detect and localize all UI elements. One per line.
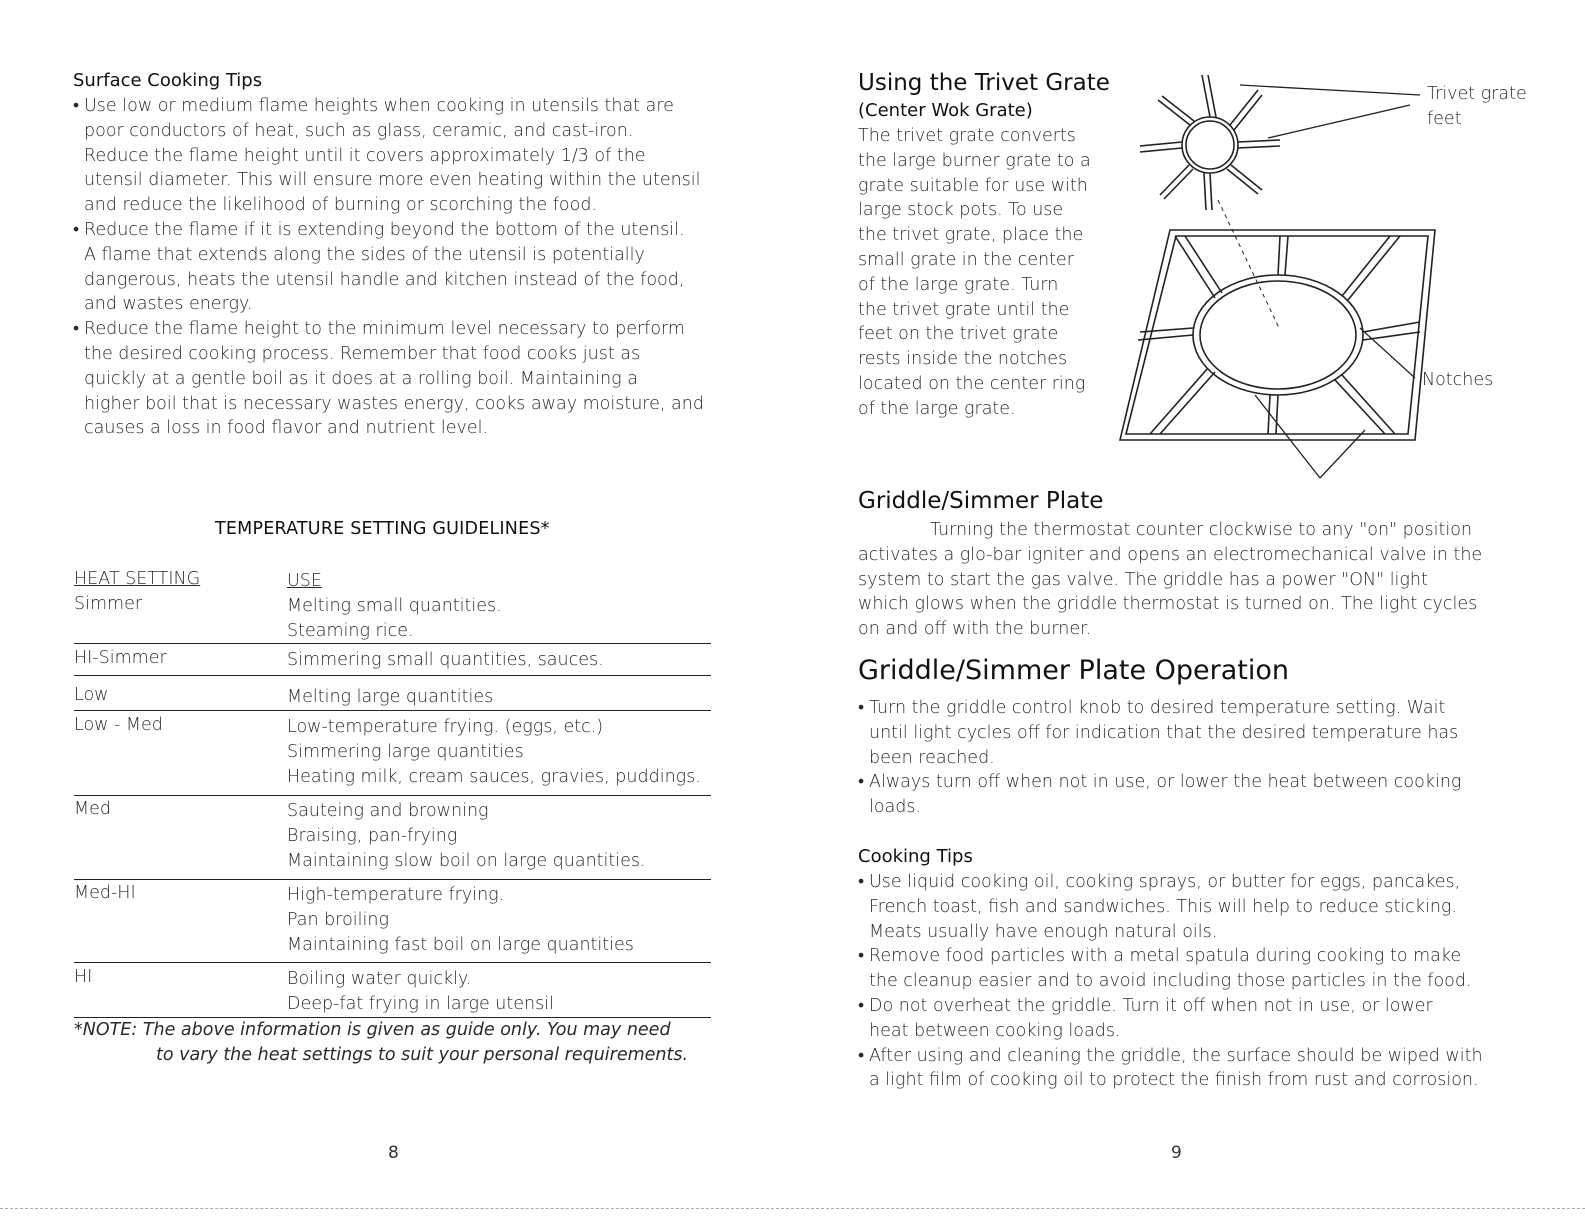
trivet-grate-illustration xyxy=(1120,75,1435,440)
use-cell xyxy=(287,715,701,789)
cooking-tip-line: Remove food particles with a metal spatula during cooking to make xyxy=(869,946,1462,967)
operation-line: loads. xyxy=(869,797,922,818)
column-header-heat-setting: HEAT SETTING xyxy=(74,569,201,589)
use-line: Melting small quantities. xyxy=(287,596,502,616)
use-line: Maintaining fast boil on large quantities xyxy=(287,934,634,955)
use-line: Heating milk, cream sauces, gravies, puddings. xyxy=(287,766,701,787)
trivet-subtitle: (Center Wok Grate) xyxy=(858,100,1033,121)
heat-setting-cell: Low xyxy=(74,685,109,705)
page-right xyxy=(790,0,1585,1225)
cooking-tip-line: Do not overheat the griddle. Turn it off when not in use, or lower xyxy=(869,995,1433,1016)
trivet-line: the trivet grate, place the xyxy=(858,225,1084,246)
bullet-icon: • xyxy=(73,219,80,240)
cooking-tip-line: Meats usually have enough natural oils. xyxy=(869,921,1218,942)
griddle-line: Turning the thermostat counter clockwise to any "on" position xyxy=(930,520,1472,540)
row-divider xyxy=(74,643,711,644)
cooking-tips-list xyxy=(858,870,1573,1093)
bullet-icon: • xyxy=(858,1045,865,1066)
tip-line: Reduce the flame height to the minimum level necessary to perform xyxy=(84,319,685,340)
trivet-line: grate suitable for use with xyxy=(858,175,1088,196)
table-note-line-2: to vary the heat settings to suit your personal requirements. xyxy=(156,1045,689,1065)
tip-line: the desired cooking process. Remember that food cooks just as xyxy=(84,343,641,364)
callout-notches: Notches xyxy=(1422,370,1494,390)
row-divider xyxy=(74,795,711,796)
trivet-line: The trivet grate converts xyxy=(858,126,1076,146)
griddle-title: Griddle/Simmer Plate xyxy=(858,488,1104,514)
callout-trivet-grate: Trivet grate xyxy=(1427,84,1527,104)
surface-tip-3 xyxy=(73,317,753,441)
trivet-line: of the large grate. Turn xyxy=(858,274,1059,295)
cooking-tip-line: After using and cleaning the griddle, the surface should be wiped with xyxy=(869,1045,1483,1066)
cooking-tip-line: Use liquid cooking oil, cooking sprays, or butter for eggs, pancakes, xyxy=(869,872,1461,892)
bullet-icon: • xyxy=(858,698,865,718)
trivet-line: the trivet grate until the xyxy=(858,299,1070,320)
cooking-tips-heading: Cooking Tips xyxy=(858,846,973,867)
use-cell xyxy=(287,648,604,673)
surface-tips-heading: Surface Cooking Tips xyxy=(73,70,263,91)
cooking-tip-line: a light film of cooking oil to protect the finish from rust and corrosion. xyxy=(869,1070,1479,1091)
heat-setting-cell: Simmer xyxy=(74,594,143,614)
use-line: High-temperature frying. xyxy=(287,885,505,905)
table-note-line-1: *NOTE: The above information is given as guide only. You may need xyxy=(74,1020,671,1040)
trivet-line: large stock pots. To use xyxy=(858,200,1064,221)
use-cell xyxy=(287,685,493,710)
use-cell xyxy=(287,967,554,1017)
operation-item-2 xyxy=(858,770,1573,820)
use-line: Deep-fat frying in large utensil xyxy=(287,993,554,1014)
trivet-line: small grate in the center xyxy=(858,249,1074,270)
use-line: Boiling water quickly. xyxy=(287,969,472,989)
trivet-line: rests inside the notches xyxy=(858,349,1068,370)
tip-line: dangerous, heats the utensil handle and kitchen instead of the food, xyxy=(84,269,685,290)
bullet-icon: • xyxy=(73,96,80,116)
trivet-line: the large burner grate to a xyxy=(858,150,1091,171)
cooking-tip-1 xyxy=(858,870,1573,944)
cooking-tip-line: French toast, fish and sandwiches. This will help to reduce sticking. xyxy=(869,896,1458,917)
griddle-line: on and off with the burner. xyxy=(858,619,1092,640)
bullet-icon: • xyxy=(858,772,865,793)
use-cell xyxy=(287,594,502,644)
bullet-icon: • xyxy=(73,319,80,340)
row-divider xyxy=(74,962,711,963)
use-line: Simmering large quantities xyxy=(287,741,524,762)
cooking-tip-line: the cleanup easier and to avoid including those particles in the food. xyxy=(869,971,1472,992)
operation-line: until light cycles off for indication that the desired temperature has xyxy=(869,722,1459,743)
bullet-icon: • xyxy=(858,946,865,967)
page-left xyxy=(0,0,780,1225)
operation-item-1 xyxy=(858,696,1573,770)
page-number: 8 xyxy=(388,1143,399,1163)
cooking-tip-3 xyxy=(858,994,1573,1044)
use-line: Melting large quantities xyxy=(287,687,494,707)
cooking-tip-line: heat between cooking loads. xyxy=(869,1020,1121,1041)
tip-line: utensil diameter. This will ensure more even heating within the utensil xyxy=(84,170,701,191)
tip-line: and wastes energy. xyxy=(84,294,253,315)
tip-line: poor conductors of heat, such as glass, ceramic, and cast-iron. xyxy=(84,120,634,141)
tip-line: and reduce the likelihood of burning or scorching the food. xyxy=(84,195,598,216)
heat-setting-cell: Med xyxy=(74,799,111,819)
trivet-line: feet on the trivet grate xyxy=(858,324,1059,345)
tip-line: A flame that extends along the sides of the utensil is potentially xyxy=(84,244,645,265)
use-line: Braising, pan-frying xyxy=(287,825,458,846)
griddle-line: system to start the gas valve. The griddle has a power "ON" light xyxy=(858,569,1428,590)
griddle-line: which glows when the griddle thermostat is turned on. The light cycles xyxy=(858,594,1478,615)
heat-setting-cell: HI-Simmer xyxy=(74,648,167,668)
trivet-text xyxy=(858,124,1108,422)
page-number: 9 xyxy=(1171,1143,1182,1163)
griddle-line: activates a glo-bar igniter and opens an electromechanical valve in the xyxy=(858,544,1483,565)
tip-line: Use low or medium flame heights when cooking in utensils that are xyxy=(84,96,674,116)
tip-line: Reduce the flame if it is extending beyond the bottom of the utensil. xyxy=(84,219,685,240)
griddle-text xyxy=(858,518,1573,642)
bullet-icon: • xyxy=(858,872,865,892)
use-line: Sauteing and browning xyxy=(287,801,489,821)
bullet-icon: • xyxy=(858,995,865,1016)
cooking-tip-4 xyxy=(858,1044,1573,1094)
page-bottom-divider xyxy=(0,1208,1585,1209)
tip-line: quickly at a gentle boil as it does at a rolling boil. Maintaining a xyxy=(84,368,638,389)
column-header-use: USE xyxy=(287,571,322,591)
use-line: Simmering small quantities, sauces. xyxy=(287,650,604,670)
heat-setting-cell: Med-HI xyxy=(74,883,136,903)
operation-title: Griddle/Simmer Plate Operation xyxy=(858,655,1290,686)
heat-setting-cell: HI xyxy=(74,967,93,987)
row-divider xyxy=(74,675,711,676)
tip-line: causes a loss in food flavor and nutrient level. xyxy=(84,418,489,439)
row-divider xyxy=(74,879,711,880)
operation-line: been reached. xyxy=(869,747,995,768)
row-divider xyxy=(74,710,711,711)
cooking-tip-2 xyxy=(858,944,1573,994)
tip-line: Reduce the flame height until it covers approximately 1/3 of the xyxy=(84,145,646,166)
callout-feet: feet xyxy=(1427,109,1462,129)
table-title: TEMPERATURE SETTING GUIDELINES* xyxy=(215,519,550,539)
trivet-line: located on the center ring xyxy=(858,373,1086,394)
operation-line: Always turn off when not in use, or lower the heat between cooking xyxy=(869,772,1462,793)
trivet-line: of the large grate. xyxy=(858,398,1016,419)
operation-line: Turn the griddle control knob to desired temperature setting. Wait xyxy=(869,698,1446,718)
use-line: Steaming rice. xyxy=(287,620,414,641)
surface-tip-1 xyxy=(73,94,753,218)
use-cell xyxy=(287,799,646,873)
use-line: Pan broiling xyxy=(287,909,389,930)
surface-tips-list xyxy=(73,94,753,441)
use-line: Maintaining slow boil on large quantities. xyxy=(287,850,646,871)
surface-tip-2 xyxy=(73,218,753,317)
use-cell xyxy=(287,883,634,957)
operation-list xyxy=(858,696,1573,820)
heat-setting-cell: Low - Med xyxy=(74,715,163,735)
trivet-title: Using the Trivet Grate xyxy=(858,70,1110,96)
use-line: Low-temperature frying. (eggs, etc.) xyxy=(287,717,604,737)
tip-line: higher boil that is necessary wastes energy, cooks away moisture, and xyxy=(84,393,704,414)
